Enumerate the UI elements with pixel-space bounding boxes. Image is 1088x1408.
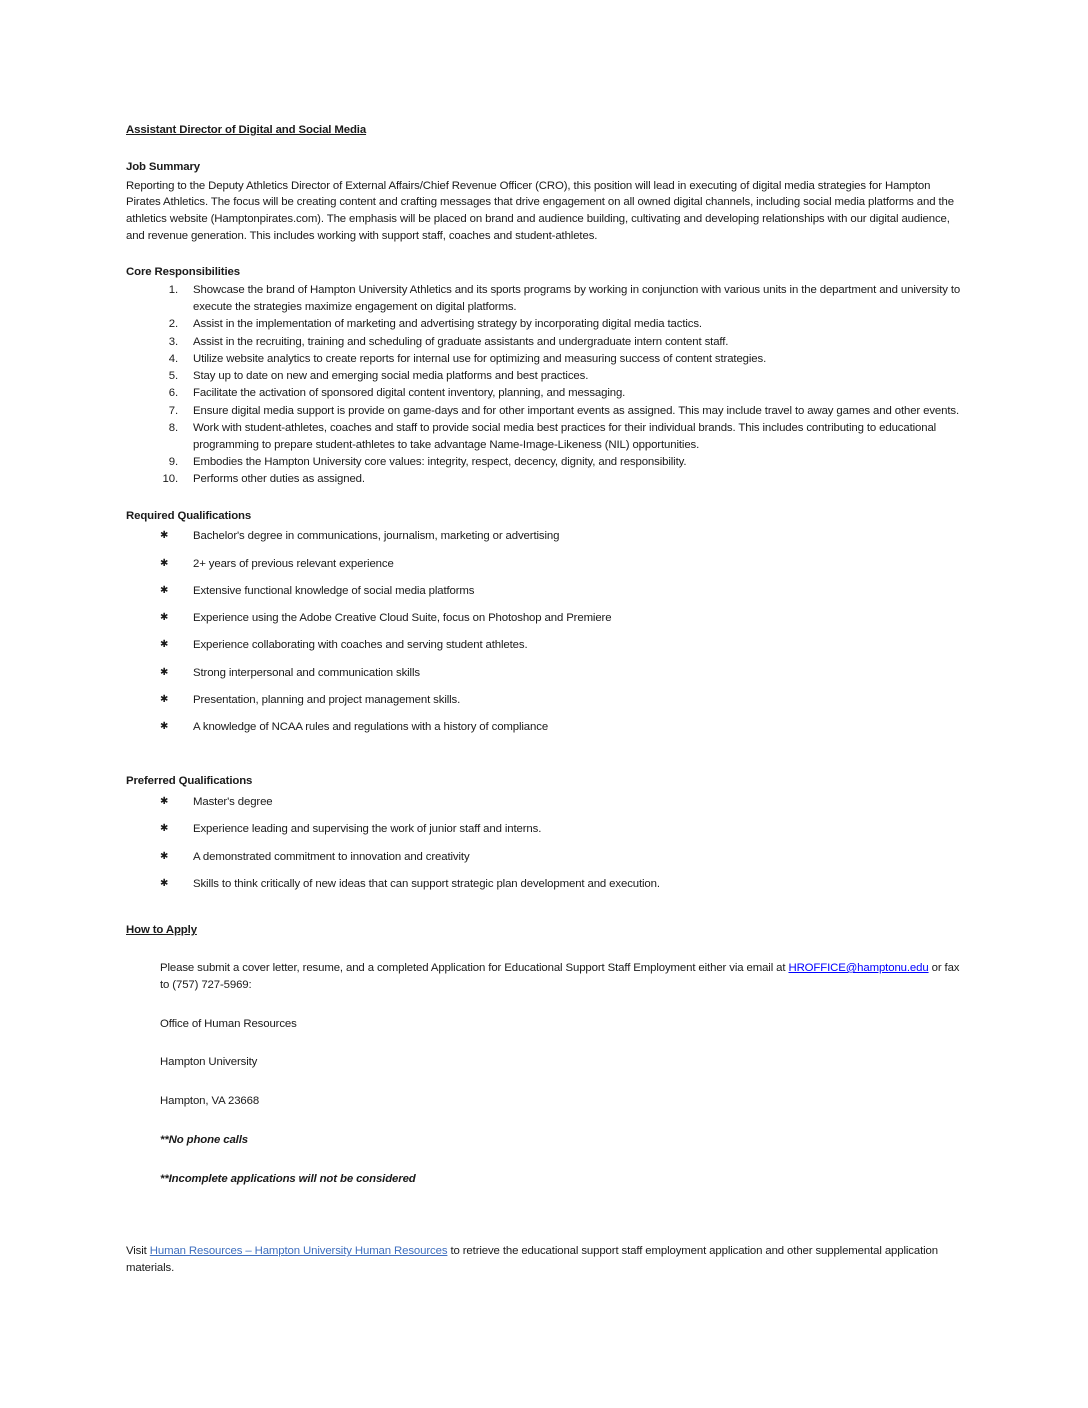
- asterisk-bullet-icon: ✱: [160, 878, 169, 889]
- list-text: Experience leading and supervising the work of junior staff and interns.: [193, 823, 542, 836]
- visit-after-text: to retrieve the educational support staff employment application and other supplemental application materials.: [126, 1245, 938, 1275]
- list-item: [126, 821, 966, 838]
- address-line-1: Office of Human Resources: [160, 1017, 297, 1030]
- list-text: Utilize website analytics to create reports for internal use for optimizing and measuring success of content strategies.: [193, 352, 767, 365]
- apply-instructions: [160, 960, 966, 994]
- list-text: A knowledge of NCAA rules and regulations with a history of compliance: [193, 721, 549, 734]
- heading-how-to-apply: How to Apply: [126, 924, 197, 937]
- list-item: [126, 719, 966, 736]
- note-no-phone-calls: **No phone calls: [160, 1133, 248, 1146]
- asterisk-bullet-icon: ✱: [160, 557, 169, 569]
- list-item: [126, 794, 966, 811]
- list-text: Presentation, planning and project management skills.: [193, 693, 461, 706]
- list-item: [126, 471, 966, 488]
- how-to-apply-block: [160, 960, 966, 1187]
- list-text: 2+ years of previous relevant experience: [193, 557, 394, 570]
- asterisk-bullet-icon: ✱: [160, 823, 169, 835]
- list-item: [126, 368, 966, 385]
- list-item: [126, 403, 966, 420]
- job-summary-paragraph: Reporting to the Deputy Athletics Director of External Affairs/Chief Revenue Officer (CRO), this position will lead in executing of digital media strategies for Hampton Pirates Athletics. The focus will be creating content and crafting messages that drive engagement on all owned digital channels, including social media platforms and the athletics website (Hamptonpirates.com). The emphasis will be placed on brand and audience building, cultivating and developing relationships with our digital audience, and revenue generation. This includes working with support staff, coaches and student-athletes.: [126, 179, 954, 242]
- list-item: [126, 665, 966, 682]
- list-text: Showcase the brand of Hampton University Athletics and its sports programs by working in conjunction with various units in the department and university to execute the strategies maximize engagement on digital platforms.: [193, 284, 961, 314]
- asterisk-bullet-icon: ✱: [160, 584, 169, 596]
- list-text: Ensure digital media support is provide on game-days and for other important events as assigned. This may include travel to away games and other events.: [193, 404, 960, 417]
- core-responsibilities-list: [126, 282, 966, 488]
- list-number: 6.: [168, 387, 178, 400]
- heading-required-qualifications: Required Qualifications: [126, 509, 252, 522]
- list-number: 2.: [168, 318, 178, 331]
- list-text: Strong interpersonal and communication skills: [193, 666, 420, 679]
- human-resources-link[interactable]: Human Resources – Hampton University Human Resources: [149, 1245, 448, 1258]
- list-item: [126, 556, 966, 573]
- list-item: [126, 692, 966, 709]
- list-item: [126, 316, 966, 333]
- asterisk-bullet-icon: ✱: [160, 796, 169, 808]
- heading-job-summary: Job Summary: [126, 160, 201, 173]
- list-item: [126, 528, 966, 545]
- heading-core-responsibilities: Core Responsibilities: [126, 265, 240, 278]
- list-number: 8.: [168, 421, 178, 434]
- list-item: [126, 282, 966, 316]
- asterisk-bullet-icon: ✱: [160, 612, 169, 624]
- list-item: [126, 334, 966, 351]
- list-number: 7.: [168, 404, 178, 417]
- list-item: [126, 385, 966, 402]
- list-item: [126, 454, 966, 471]
- document-body: [126, 122, 966, 1277]
- list-text: Extensive functional knowledge of social media platforms: [193, 584, 475, 597]
- asterisk-bullet-icon: ✱: [160, 666, 169, 678]
- list-text: Embodies the Hampton University core values: integrity, respect, decency, dignity, and responsibility.: [193, 456, 687, 469]
- list-text: A demonstrated commitment to innovation and creativity: [193, 850, 470, 863]
- hr-email-link[interactable]: HROFFICE@hamptonu.edu: [788, 962, 929, 975]
- list-text: Assist in the recruiting, training and scheduling of graduate assistants and undergraduate intern content staff.: [193, 335, 729, 348]
- list-text: Stay up to date on new and emerging social media platforms and best practices.: [193, 370, 589, 383]
- list-number: 10.: [162, 473, 178, 486]
- list-text: Master's degree: [193, 796, 273, 809]
- list-number: 3.: [168, 335, 178, 348]
- apply-instructions-before: Please submit a cover letter, resume, and a completed Application for Educational Support Staff Employment either via email at: [160, 962, 789, 975]
- list-text: Experience using the Adobe Creative Cloud Suite, focus on Photoshop and Premiere: [193, 612, 612, 625]
- heading-preferred-qualifications: Preferred Qualifications: [126, 775, 253, 788]
- list-item: [126, 637, 966, 654]
- visit-paragraph: [126, 1243, 966, 1277]
- asterisk-bullet-icon: ✱: [160, 639, 169, 651]
- preferred-qualifications-list: [126, 794, 966, 893]
- list-item: [126, 420, 966, 454]
- asterisk-bullet-icon: ✱: [160, 721, 169, 733]
- asterisk-bullet-icon: ✱: [160, 693, 169, 705]
- list-item: [126, 583, 966, 600]
- list-text: Bachelor's degree in communications, journalism, marketing or advertising: [193, 530, 560, 543]
- list-item: [126, 610, 966, 627]
- list-text: Assist in the implementation of marketing and advertising strategy by incorporating digital media tactics.: [193, 318, 702, 331]
- asterisk-bullet-icon: ✱: [160, 530, 169, 542]
- list-item: [126, 351, 966, 368]
- list-number: 5.: [168, 370, 178, 383]
- list-number: 4.: [168, 352, 178, 365]
- address-line-2: Hampton University: [160, 1056, 258, 1069]
- list-text: Skills to think critically of new ideas that can support strategic plan development and execution.: [193, 878, 660, 890]
- list-text: Work with student-athletes, coaches and staff to provide social media best practices for their individual brands. This includes contributing to educational programming to prepare student-athletes to take advantage Name-Image-Likeness (NIL) opportunities.: [193, 421, 937, 451]
- address-line-3: Hampton, VA 23668: [160, 1095, 260, 1108]
- page-title: Assistant Director of Digital and Social Media: [126, 124, 367, 136]
- required-qualifications-list: [126, 528, 966, 736]
- list-text: Performs other duties as assigned.: [193, 473, 365, 486]
- list-text: Facilitate the activation of sponsored digital content inventory, planning, and messaging.: [193, 387, 626, 400]
- list-text: Experience collaborating with coaches and serving student athletes.: [193, 639, 528, 652]
- asterisk-bullet-icon: ✱: [160, 850, 169, 862]
- list-number: 1.: [168, 284, 178, 297]
- list-number: 9.: [168, 456, 178, 469]
- note-incomplete-applications: **Incomplete applications will not be considered: [160, 1172, 416, 1185]
- list-item: [126, 876, 966, 893]
- apply-instructions-after: or fax to (757) 727-5969:: [160, 962, 960, 991]
- list-item: [126, 849, 966, 866]
- visit-before-text: Visit: [126, 1245, 150, 1258]
